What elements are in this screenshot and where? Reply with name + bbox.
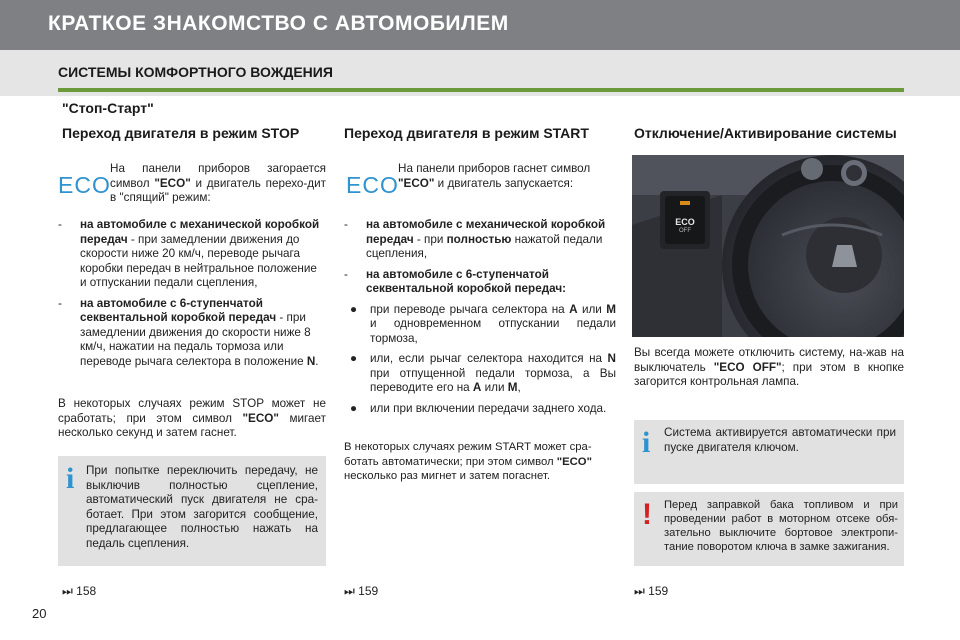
page-ref: ⏭ 159 (344, 584, 379, 598)
info-icon: i (66, 462, 75, 495)
next-page-icon: ⏭ (344, 584, 355, 598)
col3-heading: Отключение/Активирование системы (634, 125, 897, 141)
col2-intro: На панели приборов гаснет символ "ECO" и двигатель запускается: (398, 162, 591, 190)
accent-divider (58, 88, 904, 92)
col2-paragraph: В некоторых случаях режим START может сра-ботать автоматически; при этом символ "ECO" несколько раз мигнет и затем погаснет. (344, 441, 592, 482)
page-ref: ⏭ 159 (634, 584, 669, 598)
info-note-text: При попытке переключить передачу, не выключив полностью сцепление, автоматический пуск двигателя не сра-ботает. При этом загорится сообщение, предлагающее полностью нажать на педаль сцепления. (86, 464, 318, 550)
list-item: - на автомобиле с 6-ступенчатой секвентальной коробкой передач - при замедлении движения до скорости ниже 8 км/ч, нажатии на педаль тормоза или переводе рычага селектора в положение N. (58, 296, 319, 368)
info-note (58, 456, 326, 566)
eco-icon: ECO (58, 172, 111, 198)
list-item: - на автомобиле с механической коробкой передач - при замедлении движения до скорости ниже 20 км/ч, переводе рычага коробки передач в нейтральное положение и отпускании педали сцепления, (58, 218, 320, 289)
eco-icon: ECO (346, 172, 399, 198)
list-item: ● при переводе рычага селектора на A или M и одновременном отпускании педали тормоза, (350, 302, 616, 345)
dashboard-illustration (632, 155, 904, 337)
col2-heading: Переход двигателя в режим START (344, 125, 589, 141)
page-header (0, 0, 960, 50)
eco-off-button-sub: OFF (679, 228, 691, 234)
info-icon: i (642, 426, 651, 459)
list-item: ● или, если рычаг селектора находится на N при отпущенной педали тормоза, а Вы переводите его на A или M, (350, 352, 616, 394)
col1-bullets (58, 218, 326, 375)
next-page-icon: ⏭ (634, 584, 645, 598)
page-ref: ⏭ 158 (62, 584, 97, 598)
info-note (634, 420, 904, 484)
dashboard-photo (632, 155, 904, 337)
info-note-text: Система активируется автоматически при пуске двигателя ключом. (664, 426, 896, 454)
list-item: - на автомобиле с 6-ступенчатой секвентальной коробкой передач: (344, 267, 567, 295)
next-page-icon: ⏭ (62, 584, 73, 598)
warning-note (634, 492, 904, 566)
col1-paragraph: В некоторых случаях режим STOP может не сработать; при этом символ "ECO" мигает несколько секунд и затем гаснет. (58, 397, 326, 439)
eco-off-button: ECO (675, 217, 695, 227)
page-number: 20 (32, 606, 47, 621)
warning-note-text: Перед заправкой бака топливом и при проведении работ в моторном отсеке обя-зательно выключите бортовое электропи-тание поворотом ключа в замке зажигания. (664, 499, 898, 553)
col1-heading: Переход двигателя в режим STOP (62, 125, 300, 141)
subtitle: "Стоп-Старт" (62, 100, 154, 116)
list-item: - на автомобиле с механической коробкой передач - при полностью нажатой педали сцепления, (344, 218, 606, 260)
col3-paragraph: Вы всегда можете отключить систему, на-жав на выключатель "ECO OFF"; при этом в кнопке загорится контрольная лампа. (634, 346, 904, 388)
page-title: КРАТКОЕ ЗНАКОМСТВО С АВТОМОБИЛЕМ (48, 12, 509, 35)
warning-icon: ! (642, 498, 652, 531)
col1-intro: На панели приборов загорается символ "ECO" и двигатель перехо-дит в "спящий" режим: (110, 162, 327, 204)
list-item: ● или при включении передачи заднего хода. (350, 401, 607, 415)
section-title: СИСТЕМЫ КОМФОРТНОГО ВОЖДЕНИЯ (58, 64, 333, 80)
col2-bullets (344, 218, 616, 422)
